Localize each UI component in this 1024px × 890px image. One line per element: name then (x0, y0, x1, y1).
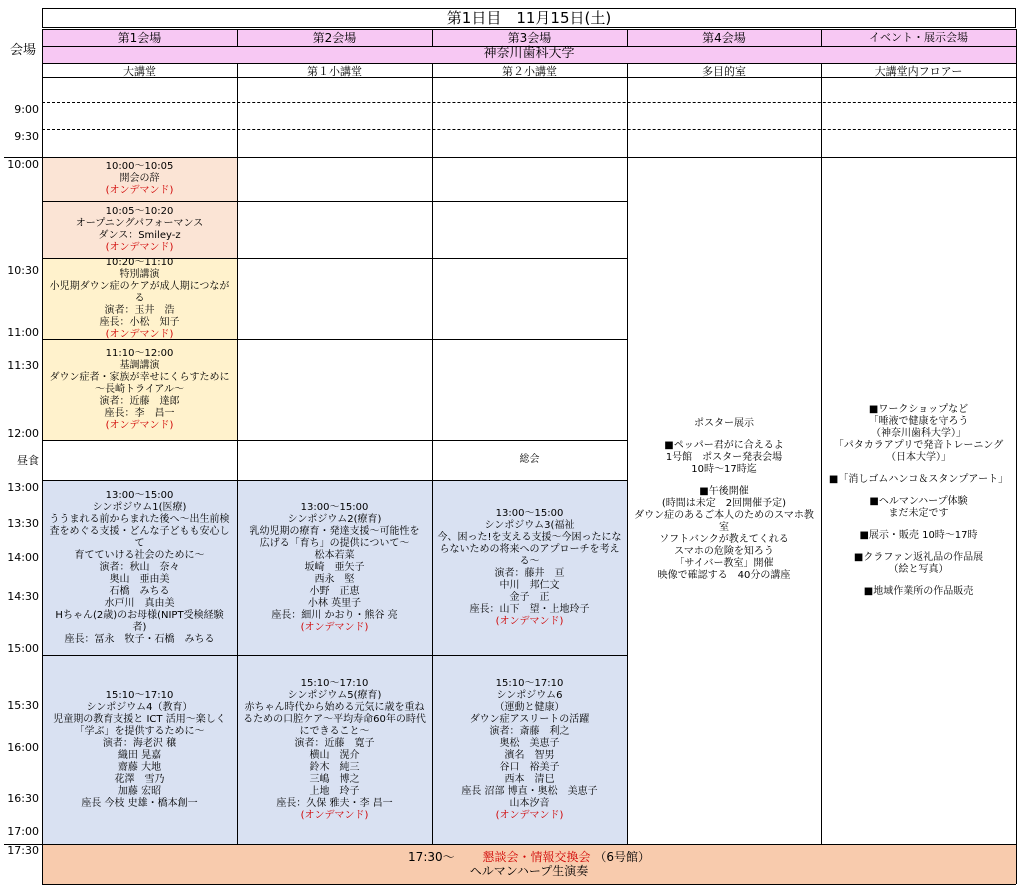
hall-4: 第4会場 (702, 31, 746, 45)
time-1300: 13:00 (7, 481, 39, 494)
reception-title: 懇談会・情報交換会 (482, 850, 591, 864)
room-3: 第２小講堂 (502, 65, 557, 78)
time-0900: 9:00 (14, 103, 39, 116)
time-1700: 17:00 (7, 825, 39, 838)
room-5: 大講堂内フロアー (874, 65, 963, 78)
session-symposium-1: 13:00～15:00 シンポジウム1(医療) ううまれる前からまれた後へ～出生前検 査をめぐる支援・どんな子どもも安心して 育てていける社会のために～ 演者：秋山 奈々 奥山 亜由美 石橋 みちる 水戸川 真由美 Hちゃん(2歳)のお母様(NIPT受検経験 者) 座長：冨永 牧子・石橋 みちる (49, 489, 230, 645)
hall-1: 第1会場 (117, 31, 162, 45)
session-symposium-3: 13:00～15:00 シンポジウム3(福祉 今、困った!を支える支援～今困ったにな らないための将来へのアプローチを考え る～ 演者：藤井 亘 中川 邦仁文 金子 正 座長：山下 望・上地玲子 (オンデマンド) (437, 507, 622, 627)
time-1400: 14:00 (7, 551, 39, 564)
session-symposium-2: 13:00～15:00 シンポジウム2(療育) 乳幼児期の療育・発達支援～可能性を 広げる「育ち」の提供について～ 松本若菜 坂崎 亜矢子 西永 堅 小野 正恵 小林 英里子 座長：細川 かおり・熊谷 亮 (オンデマンド) (249, 501, 420, 633)
reception-time: 17:30～ (408, 850, 455, 864)
room-1: 大講堂 (123, 65, 156, 78)
time-lunch: 昼食 (17, 454, 39, 467)
time-1600: 16:00 (7, 741, 39, 754)
time-1500: 15:00 (7, 642, 39, 655)
time-1330: 13:30 (7, 517, 39, 530)
hall-3: 第3会場 (507, 31, 552, 45)
time-1100: 11:00 (7, 326, 39, 339)
session-special-lecture: 10:20～11:10 特別講演 小児期ダウン症のケアが成人期につなが る 演者：玉井 浩 座長：小松 知子 (オンデマンド) (49, 256, 230, 340)
session-performance: 10:05～10:20 オープニングパフォーマンス ダンス：Smiley-z (オンデマンド) (75, 205, 204, 253)
time-1730: 17:30 (7, 844, 39, 857)
hall-5: イベント・展示会場 (869, 31, 968, 44)
reception-place: （6号館） (594, 850, 650, 864)
time-1130: 11:30 (7, 359, 39, 372)
page-title: 第1日目 11月15日(土) (446, 9, 612, 27)
session-keynote: 11:10～12:00 基調講演 ダウン症者・家族が幸せにくらすために ～長崎トライアル～ 演者：近藤 達郎 座長：李 昌一 (オンデマンド) (49, 347, 230, 431)
event-list: ■ワークショップなど 「唾液で健康を守ろう （神奈川歯科大学）」 「パタカラアプリで発音トレーニング （日本大学）」 ■「消しゴムハンコ＆スタンプアート」 ■ヘルマンハープ体験 まだ未定です ■展示・販売 10時～17時 ■クラファン返礼品の作品展 （絵と写真） ■地域作業所の作品販売 (828, 404, 1009, 597)
reception (42, 844, 1016, 884)
session-symposium-4: 15:10～17:10 シンポジウム4（教育） 児童期の教育支援と ICT 活用～楽しく 「学ぶ」を提供するために～ 演者：海老沢 穣 織田 晃嘉 齋藤 大地 花澤 雪乃 加藤 宏昭 座長 今枝 史雄・橋本創一 (53, 689, 226, 809)
time-1430: 14:30 (7, 590, 39, 603)
session-symposium-6: 15:10～17:10 シンポジウム6 （運動と健康） ダウン症アスリートの活躍 演者：斎藤 利之 奥松 美恵子 濱名 智男 谷口 裕美子 西本 清巳 座長 沼部 博直・奥松 美恵子 山本汐音 (オンデマンド) (461, 677, 598, 821)
time-0930: 9:30 (14, 130, 39, 143)
hall-2: 第2会場 (312, 31, 357, 45)
venue-label: 会場 (9, 43, 36, 58)
time-1200: 12:00 (7, 427, 39, 440)
poster-exhibition: ポスター展示 ■ペッパー君がに合えるよ 1号館 ポスター発表会場 10時～17時迄 ■午後開催 (時間は未定 2回開催予定) ダウン症のあるご本人のためのスマホ教 室 ソフトバンクが教えてくれる スマホの危険を知ろう 「サイバー教室」開催 映像で確認する 40分の講座 (634, 418, 814, 581)
session-opening: 10:00～10:05 開会の辞 (オンデマンド) (105, 161, 174, 196)
room-2: 第１小講堂 (307, 65, 362, 78)
university-name: 神奈川歯科大学 (483, 46, 575, 61)
time-1630: 16:30 (7, 792, 39, 805)
reception-sub: ヘルマンハープ生演奏 (469, 864, 589, 878)
session-symposium-5: 15:10～17:10 シンポジウム5(療育) 赤ちゃん時代から始める元気に歳を重ね るための口腔ケア～平均寿命60年の時代 にできること～ 演者：近藤 寛子 横山 滉介 鈴木 純三 三嶋 博之 上地 玲子 座長：久保 雅夫・李 昌一 (オンデマンド) (243, 677, 426, 821)
general-meeting: 総会 (519, 454, 540, 465)
time-1000: 10:00 (7, 158, 39, 171)
room-4: 多目的室 (702, 65, 746, 78)
time-1530: 15:30 (7, 699, 39, 712)
time-1030: 10:30 (7, 264, 39, 277)
